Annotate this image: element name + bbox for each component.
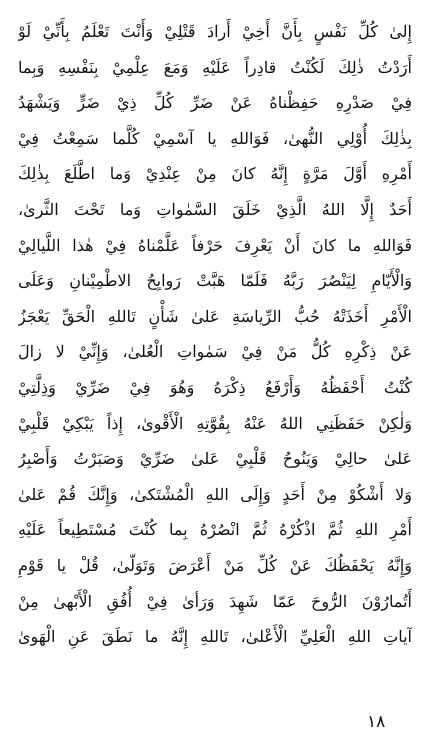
text-line-9: الْأَمْرِ أَخَذَتْهُ حُبُّ الرِّياسَةِ عَلىٰ شَأْنٍ تَاللهِ الْحَقِّ يَعْجَزُ — [18, 306, 412, 326]
text-line-15: أَمْرِ اللهِ ثُمَّ اذْكُرْهُ ثُمَّ انْصُرْهُ بِما كُنْتَ مُسْتَطِيعاً عَلَيْهِ — [18, 520, 412, 540]
text-line-7: فَوَاللهِ ما كانَ أَنْ يَعْرِفَ حَرْفاً عَلَّمْناهُ فِيْ هٰذا اللَّيالِيْ — [18, 235, 412, 255]
text-line-13: عَلىٰ حالِيْ وَيَنُوحُ قَلْبِيْ عَلىٰ ضَرِّيْ وَصَبَرْتُ وَأَصْبِرُ — [18, 449, 412, 469]
text-line-2: أَرَدْتُ ذٰلِكَ لَكُنْتُ قادِراً عَلَيْهِ وَمَعَ عِلْمِيْ بِنَفْسِهِ وَبِما — [18, 57, 412, 77]
text-line-6: أَحَدٌ إِلَّا اللهُ الَّذِيْ خَلَقَ السَّمٰواتِ وَما تَحْتَ الثَّرىٰ، — [18, 199, 412, 219]
text-line-8: وَالْأَيّامِ لِيَنْصُرَ رَبَّهُ فَلَمّا هَبَّتْ رَوايِحُ الاطْمِيْنانِ وَعَلَى — [18, 271, 412, 291]
page-number: ١٨ — [367, 712, 386, 732]
text-line-1: إِلىٰ كُلِّ نَفْسٍ بِأَنَّ أَخِيْ أَرادَ قَتْلِيْ وَأَنْتَ تَعْلَمُ بِأَنِّيْ لَوْ — [18, 22, 412, 41]
text-line-3: فِيْ صَدْرِهِ حَفِظْناهُ عَنْ ضَرِّ كُلِّ ذِيْ ضَرٍّ وَيَشْهَدُ — [18, 93, 412, 113]
text-line-16: وَإِنَّهُ يَحْفَظُكَ عَنْ كُلِّ مَنْ أَعْرَضَ وَتَوَلّىٰ، قُلْ يا قَوْمِ — [18, 555, 412, 575]
text-line-17: أَتُمارُوْنَ الرُّوحَ عَمّا شَهِدَ وَرَأىٰ فِيْ أُفُقِ الْأَبْهىٰ مِنْ — [18, 591, 412, 611]
text-line-4: بِذٰلِكَ أُوْلِي النُّهىٰ، فَوَاللهِ يا آسْمِيْ كُلَّما سَمِعْتُ فِيْ — [18, 128, 412, 148]
text-line-5: أَمْرِهِ أَوَّلَ مَرَّةٍ إِنَّهُ كانَ مِنْ عِنْدِيْ وَما اطَّلَعَ بِذٰلِكَ — [18, 164, 412, 184]
text-line-18: آياتِ اللهِ الْعَلِيِّ الْأَعْلىٰ، تَاللهِ إِنَّهُ ما نَطَقَ عَنِ الْهَوىٰ — [18, 627, 412, 647]
text-line-11: كُنْتُ أَحْفَظُهُ وَأَرْفَعُ ذِكْرَهُ وَهُوَ فِيْ ضَرِّيْ وَذِلَّتِيْ — [18, 377, 412, 397]
body-text — [18, 14, 412, 655]
text-line-12: وَلٰكِنْ حَفَظَنِي اللهُ عَنْهُ بِقُوَّتِهِ الْأَقْوىٰ، إِذاً يَبْكِيْ قَلْبِيْ — [18, 413, 412, 433]
text-line-14: وَلا أَشْكُوْ مِنْ أَحَدٍ وَإِلَى اللهِ الْمُشْتَكىٰ، وَإِنَّكَ قُمْ عَلىٰ — [18, 484, 412, 504]
text-line-10: عَنْ ذِكْرِهِ كُلُّ مَنْ فِيْ سَمٰواتِ الْعُلىٰ، وَإِنِّيْ لا زالَ — [18, 342, 412, 362]
